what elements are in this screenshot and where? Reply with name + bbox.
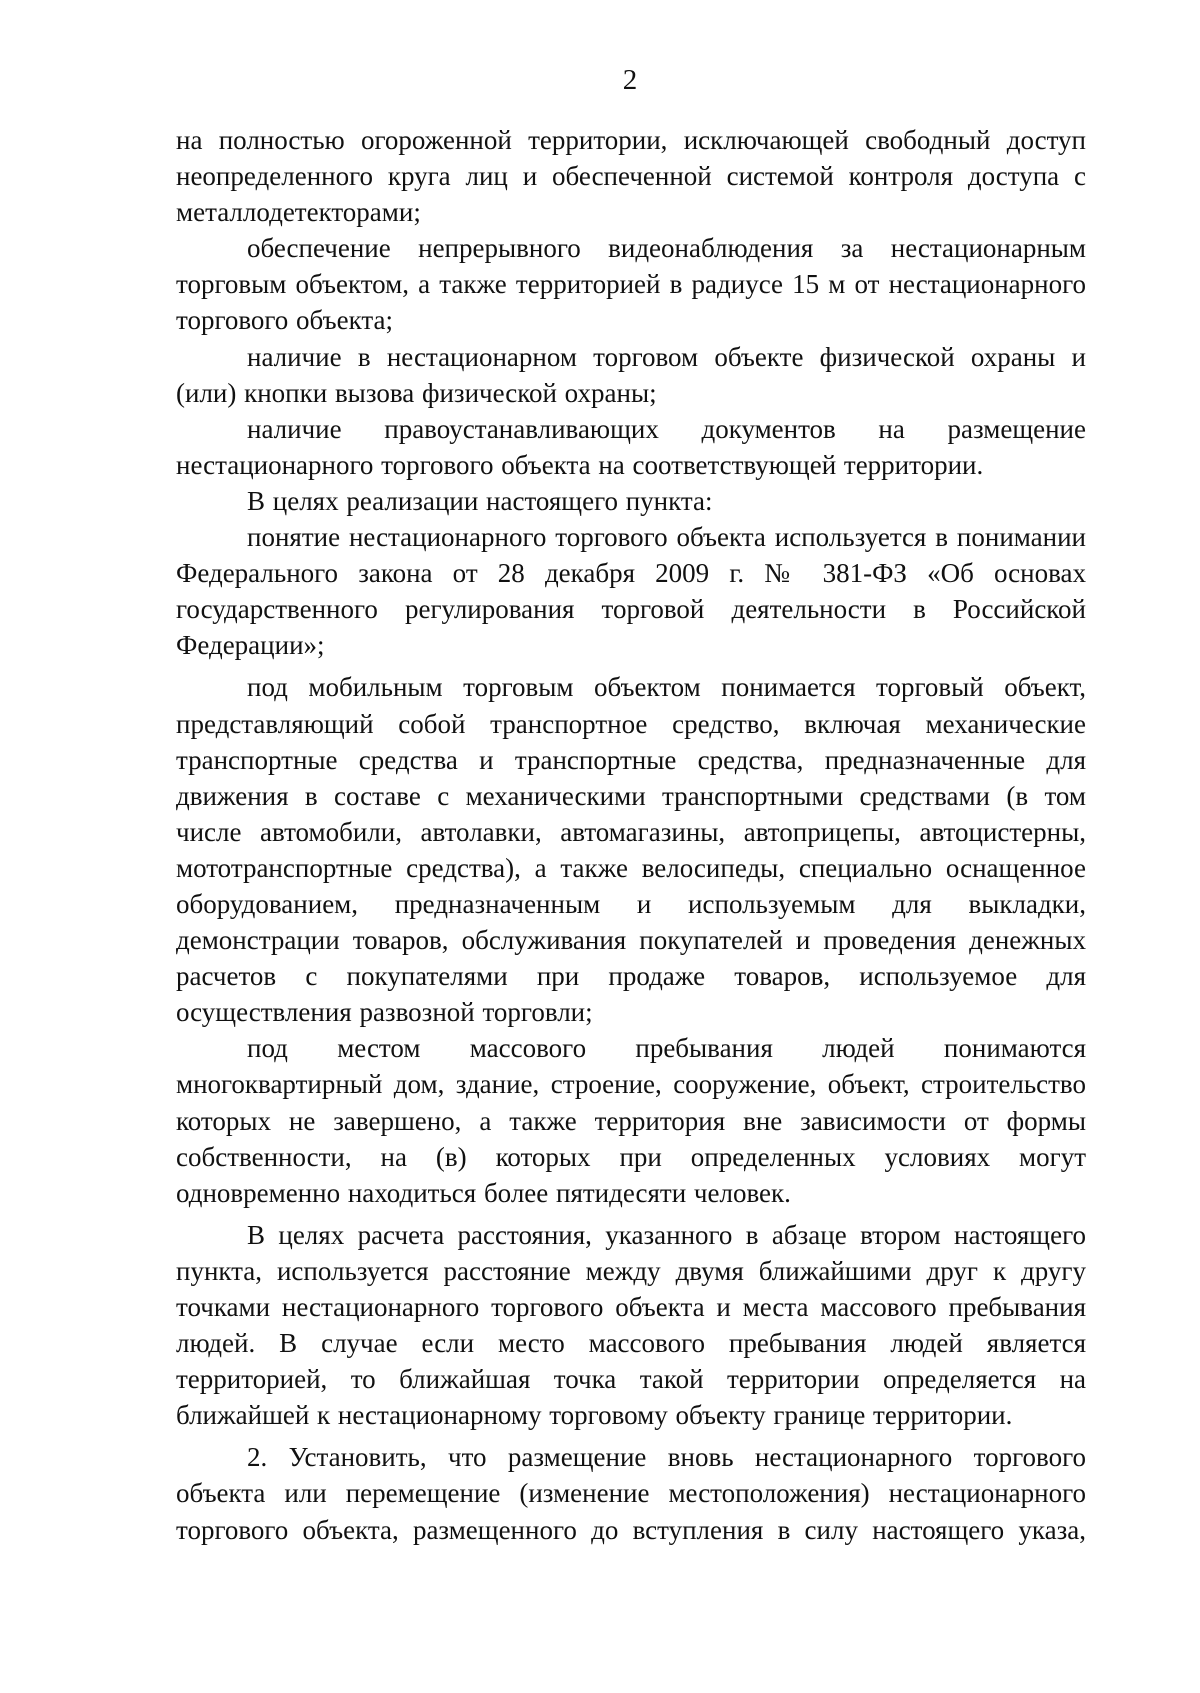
paragraph-territory-fencing: на полностью огороженной территории, исключающей свободный доступ неопределенного круга лиц и обеспеченной системой контроля доступа с металлодетекторами; <box>176 125 1086 228</box>
document-body <box>176 122 1086 1548</box>
paragraph-nonstationary-object-definition: понятие нестационарного торгового объекта используется в понимании Федерального закона от 28 декабря 2009 г. № 381-ФЗ «Об основах государственного регулирования торговой деятельности в Российской Федерации»; <box>176 522 1086 661</box>
paragraph-definitions-intro: В целях реализации настоящего пункта: <box>247 485 713 516</box>
paragraph-physical-security: наличие в нестационарном торговом объекте физической охраны и (или) кнопки вызова физической охраны; <box>176 341 1086 408</box>
paragraph-title-documents: наличие правоустанавливающих документов на размещение нестационарного торгового объекта на соответствующей территории. <box>176 413 1086 480</box>
paragraph-video-surveillance: обеспечение непрерывного видеонаблюдения за нестационарным торговым объектом, а также территорией в радиусе 15 м от нестационарного торгового объекта; <box>176 233 1086 336</box>
paragraph-distance-calculation: В целях расчета расстояния, указанного в абзаце втором настоящего пункта, используется расстояние между двумя ближайшими друг к другу точками нестационарного торгового объекта и места массового пребывания людей. В случае если место массового пребывания людей является территорией, то ближайшая точка такой территории определяется на ближайшей к нестационарному торговому объекту границе территории. <box>176 1219 1086 1431</box>
paragraph-mass-gathering-place-definition: под местом массового пребывания людей понимаются многоквартирный дом, здание, строение, сооружение, объект, строительство которых не завершено, а также территория вне зависимости от формы собственности, на (в) которых при определенных условиях могут одновременно находиться более пятидесяти человек. <box>176 1033 1086 1208</box>
paragraph-item-2: 2. Установить, что размещение вновь нестационарного торгового объекта или перемещение (изменение местоположения) нестационарного торгового объекта, размещенного до вступления в силу настоящего указа, <box>176 1442 1086 1545</box>
paragraph-mobile-object-definition: под мобильным торговым объектом понимается торговый объект, представляющий собой транспортное средство, включая механические транспортные средства и транспортные средства, предназначенные для движения в составе с механическими транспортными средствами (в том числе автомобили, автолавки, автомагазины, автоприцепы, автоцистерны, мототранспортные средства), а также велосипеды, специально оснащенное оборудованием, предназначенным и используемым для выкладки, демонстрации товаров, обслуживания покупателей и проведения денежных расчетов с покупателями при продаже товаров, используемое для осуществления развозной торговли; <box>176 672 1086 1028</box>
page-number: 2 <box>622 64 638 96</box>
